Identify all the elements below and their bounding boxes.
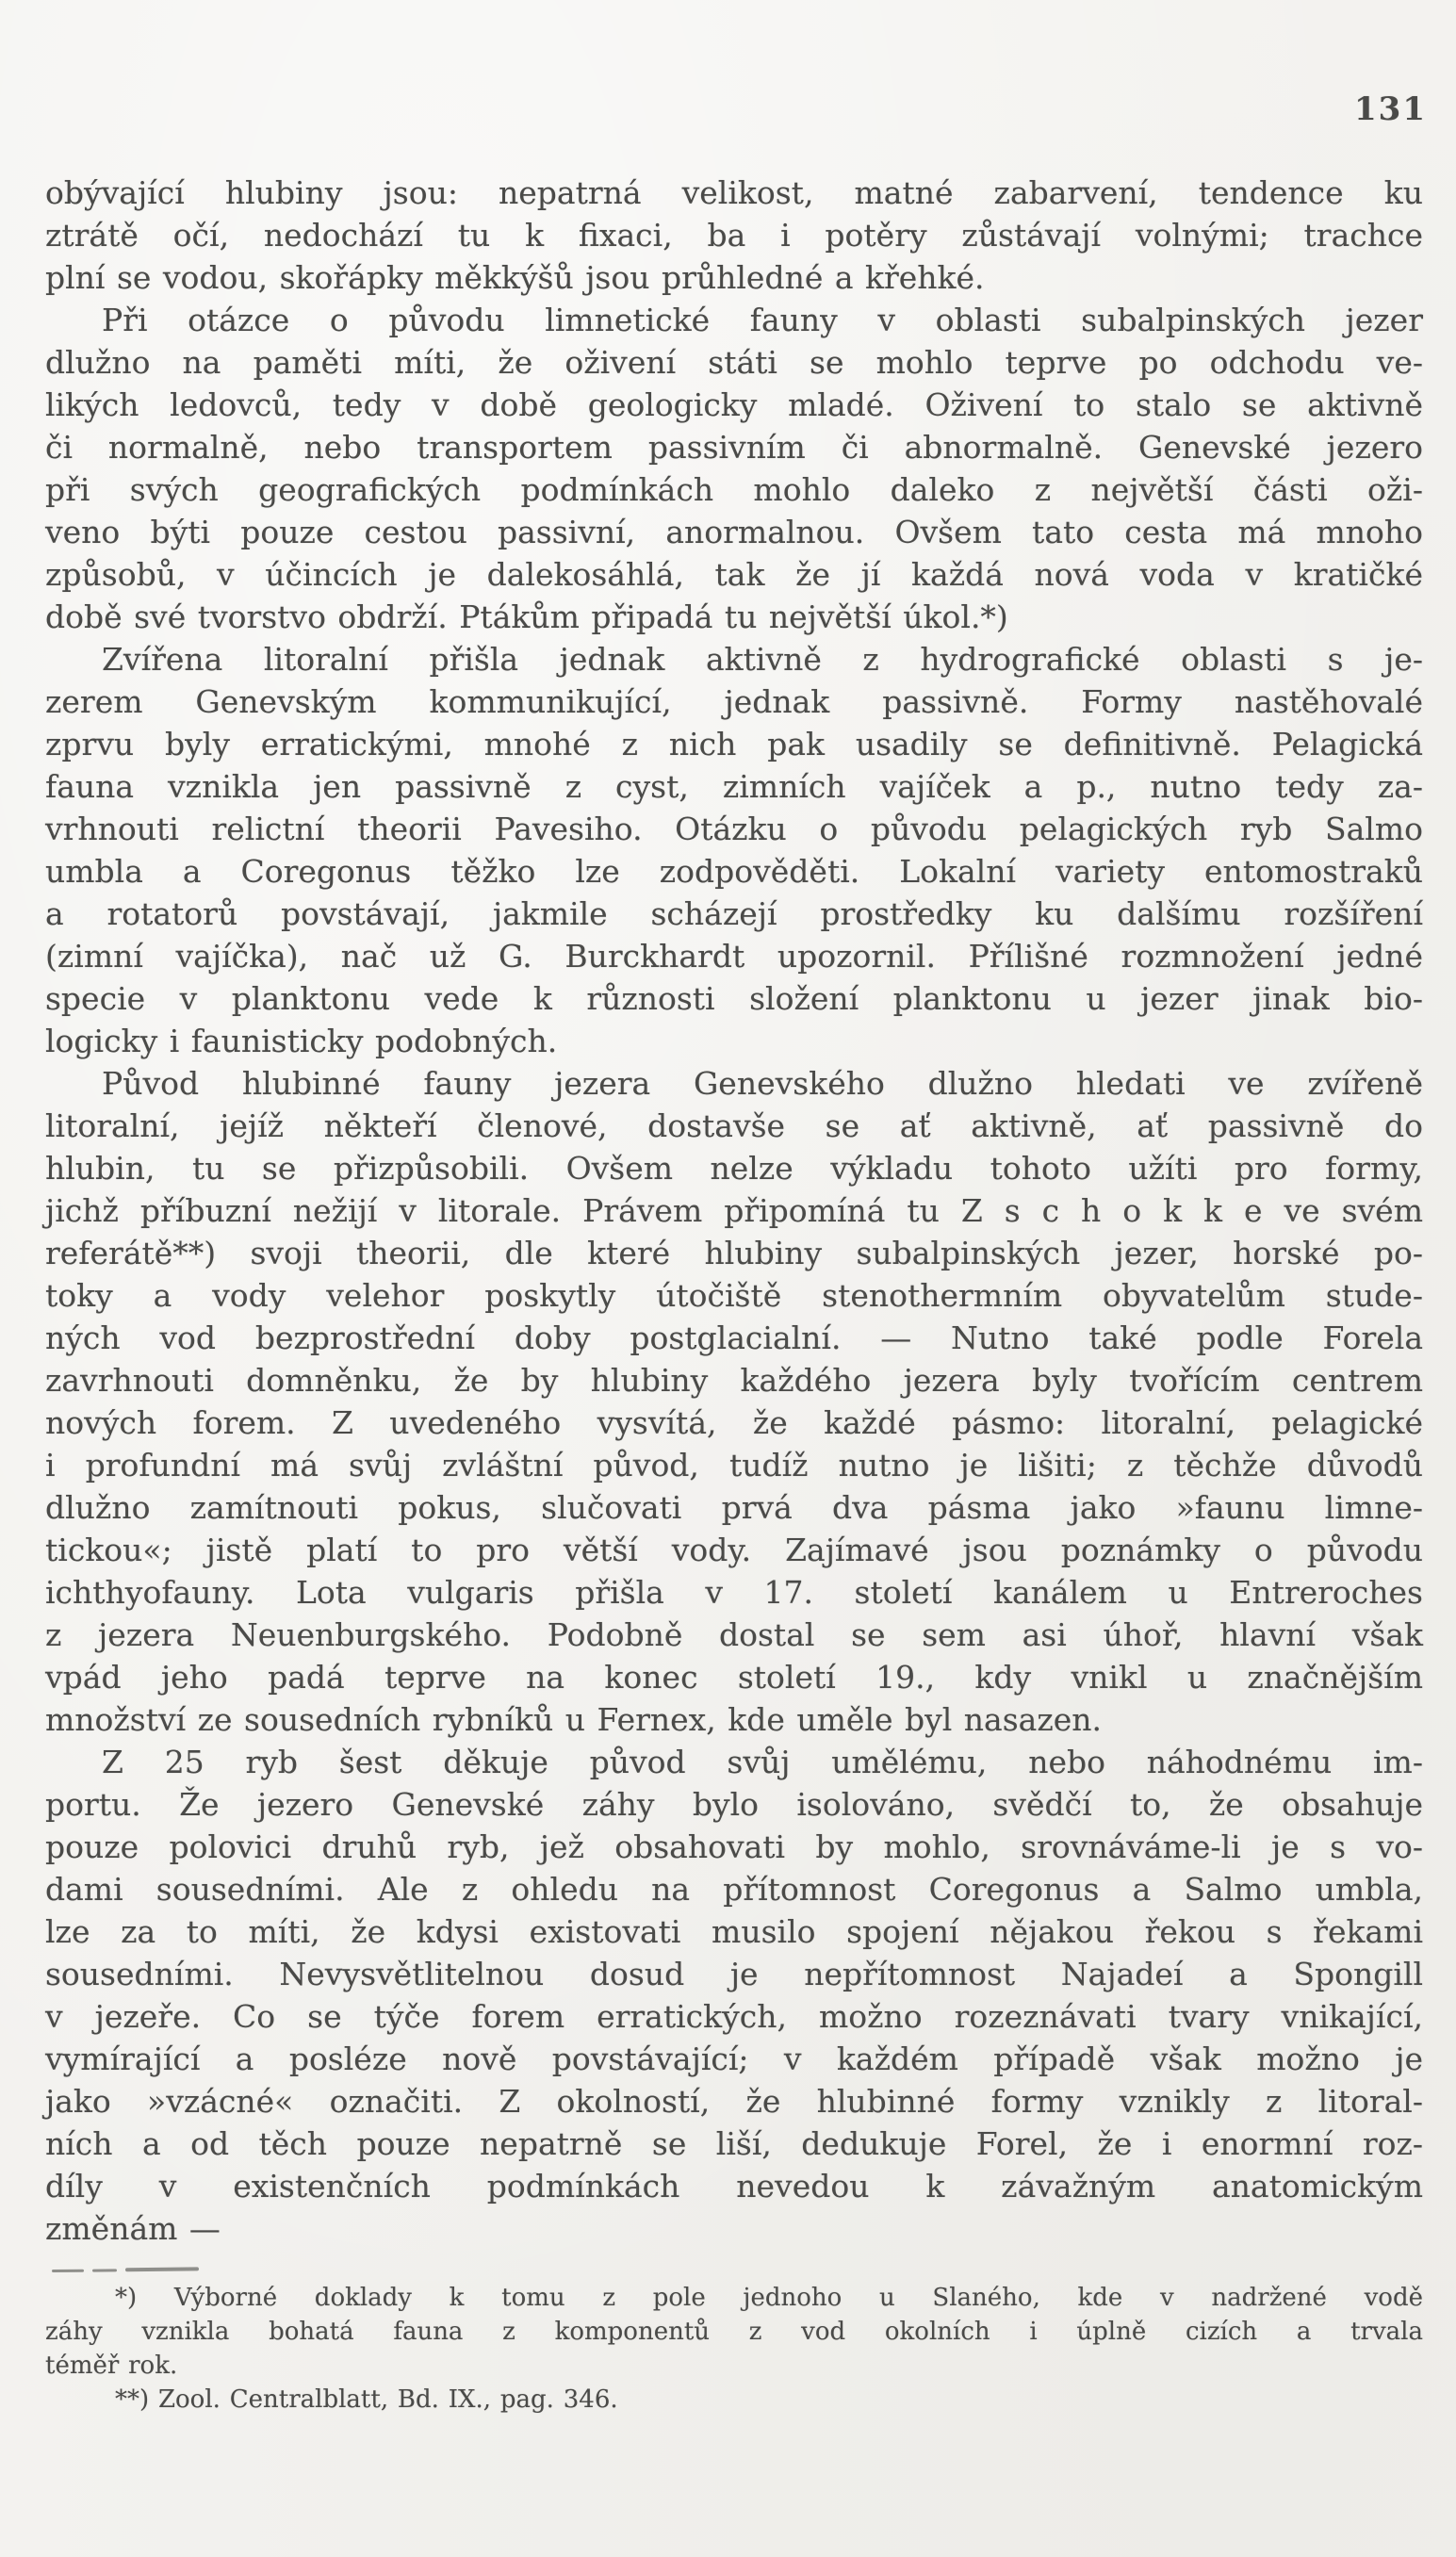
text-line: při svých geografických podmínkách mohlo daleko z největší části oži- [45,471,1423,508]
text-line: díly v existenčních podmínkách nevedou k závažným anatomickým [45,2168,1423,2205]
text-line: v jezeře. Co se týče forem erratických, možno rozeznávati tvary vnikající, [45,1998,1423,2035]
paragraph [45,172,1423,299]
text-line: nových forem. Z uvedeného vysvítá, že každé pásmo: litoralní, pelagické [45,1404,1423,1441]
paragraph [45,2383,1423,2417]
text-line: obývající hlubiny jsou: nepatrná velikost, matné zabarvení, tendence ku [45,174,1423,211]
text-line: i profundní má svůj zvláštní původ, tudíž nutno je lišiti; z těchže důvodů [45,1447,1423,1483]
text-line: zavrhnouti domněnku, že by hlubiny každého jezera byly tvořícím centrem [45,1362,1423,1399]
text-line: fauna vznikla jen passivně z cyst, zimních vajíček a p., nutno tedy za- [45,768,1423,805]
text-line: tickou«; jistě platí to pro větší vody. Zajímavé jsou poznámky o původu [45,1532,1423,1568]
text-line: referátě**) svoji theorii, dle které hlubiny subalpinských jezer, horské po- [45,1235,1423,1271]
text-line: Při otázce o původu limnetické fauny v oblasti subalpinských jezer [102,302,1423,338]
paragraph [45,299,1423,638]
text-line: umbla a Coregonus těžko lze zodpověděti. Lokalní variety entomostraků [45,853,1423,890]
body-text [45,172,1423,2250]
text-line: Původ hlubinné fauny jezera Genevského dlužno hledati ve zvířeně [102,1065,1423,1102]
paragraph [45,1741,1423,2250]
text-line: toky a vody velehor poskytly útočiště stenothermním obyvatelům stude- [45,1277,1423,1314]
text-line: *) Výborné doklady k tomu z pole jednoho u Slaného, kde v nadržené vodě [115,2284,1423,2312]
text-line: změnám — [45,2210,221,2247]
text-line: specie v planktonu vede k různosti složení planktonu u jezer jinak bio- [45,980,1423,1017]
text-line: ních a od těch pouze nepatrně se liší, dedukuje Forel, že i enormní roz- [45,2125,1423,2162]
paragraph [45,638,1423,1062]
text-line: sousedními. Nevysvětlitelnou dosud je nepřítomnost Najadeí a Spongill [45,1956,1423,1992]
text-line: vpád jeho padá teprve na konec století 19., kdy vnikl u značnějším [45,1659,1423,1696]
text-line: Zvířena litoralní přišla jednak aktivně z hydrografické oblasti s je- [102,641,1423,678]
text-line: (zimní vajíčka), nač už G. Burckhardt upozornil. Přílišné rozmnožení jedné [45,938,1423,975]
paragraph [45,2281,1423,2383]
separator-dash [92,2269,117,2271]
text-line: **) Zool. Centralblatt, Bd. IX., pag. 346. [115,2385,618,2414]
text-line: plní se vodou, skořápky měkkýšů jsou průhledné a křehké. [45,259,985,296]
text-line: ztrátě očí, nedochází tu k fixaci, ba i potěry zůstávají volnými; trachce [45,217,1423,254]
text-line: z jezera Neuenburgského. Podobně dostal se sem asi úhoř, hlavní však [45,1616,1423,1653]
text-line: době své tvorstvo obdrží. Ptákům připadá tu největší úkol.*) [45,598,1008,635]
text-line: portu. Že jezero Genevské záhy bylo isolováno, svědčí to, že obsahuje [45,1786,1423,1823]
text-line: zprvu byly erratickými, mnohé z nich pak usadily se definitivně. Pelagická [45,726,1423,762]
separator-dash [52,2269,84,2271]
text-line: logicky i faunisticky podobných. [45,1023,558,1059]
text-line: hlubin, tu se přizpůsobili. Ovšem nelze výkladu tohoto užíti pro formy, [45,1150,1423,1187]
text-line: záhy vznikla bohatá fauna z komponentů z vod okolních i úplně cizích a trvala [45,2318,1423,2346]
paragraph [45,1062,1423,1741]
footnote-separator [52,2267,240,2272]
footnotes [45,2281,1423,2417]
text-line: jako »vzácné« označiti. Z okolností, že hlubinné formy vznikly z litoral- [45,2083,1423,2120]
text-line: dlužno na paměti míti, že oživení státi se mohlo teprve po odchodu ve- [45,344,1423,381]
text-line: či normalně, nebo transportem passivním či abnormalně. Genevské jezero [45,429,1423,466]
text-line: ných vod bezprostřední doby postglacialní. — Nutno také podle Forela [45,1319,1423,1356]
text-line: veno býti pouze cestou passivní, anormalnou. Ovšem tato cesta má mnoho [45,514,1423,550]
text-line: lze za to míti, že kdysi existovati musilo spojení nějakou řekou s řekami [45,1913,1423,1950]
text-line: vymírající a posléze nově povstávající; v každém případě však možno je [45,2041,1423,2077]
text-line: a rotatorů povstávají, jakmile scházejí prostředky ku dalšímu rozšíření [45,895,1423,932]
text-line: zerem Genevským kommunikující, jednak passivně. Formy nastěhovalé [45,683,1423,720]
text-line: litoralní, jejíž někteří členové, dostavše se ať aktivně, ať passivně do [45,1107,1423,1144]
text-line: Z 25 ryb šest děkuje původ svůj umělému, nebo náhodnému im- [102,1744,1423,1780]
text-line: pouze polovici druhů ryb, jež obsahovati by mohlo, srovnáváme-li je s vo- [45,1828,1423,1865]
text-line: vrhnouti relictní theorii Pavesiho. Otázku o původu pelagických ryb Salmo [45,811,1423,847]
text-line: téměř rok. [45,2352,178,2380]
text-line: dlužno zamítnouti pokus, slučovati prvá dva pásma jako »faunu limne- [45,1489,1423,1526]
text-line: jichž příbuzní nežijí v litorale. Právem připomíná tu Z s c h o k k e ve svém [45,1192,1423,1229]
text-line: dami sousedními. Ale z ohledu na přítomnost Coregonus a Salmo umbla, [45,1871,1423,1908]
text-line: likých ledovců, tedy v době geologicky mladé. Oživení to stalo se aktivně [45,386,1423,423]
text-line: ichthyofauny. Lota vulgaris přišla v 17. století kanálem u Entreroches [45,1574,1423,1611]
separator-dash [125,2267,199,2271]
text-line: způsobů, v účincích je dalekosáhlá, tak že jí každá nová voda v kratičké [45,556,1423,593]
text-line: množství ze sousedních rybníků u Fernex, kde uměle byl nasazen. [45,1701,1102,1738]
page-number: 131 [1354,90,1427,128]
